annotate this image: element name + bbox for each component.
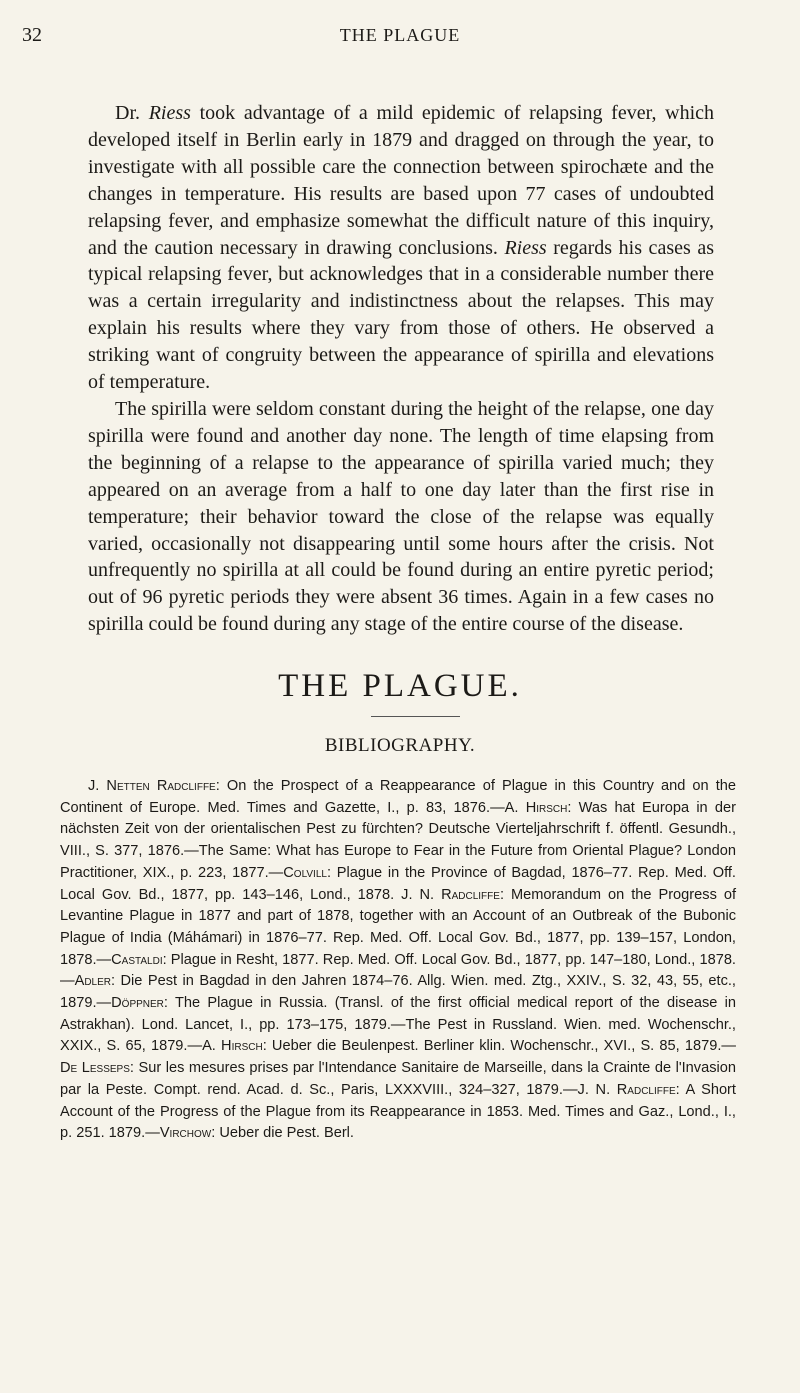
page-number: 32 [22,24,42,46]
citation-author: Virchow: [159,1125,216,1142]
section-title: THE PLAGUE. [278,668,522,704]
author-name: Riess [148,102,191,124]
bibliography-entry: J. N. Radcliffe: Memorandum on the Progress of Levantine Plague in 1877 and part of 1878, together with an Account of an Outbreak of the Bubonic Plague of India (Máhámari) in 1876–77. Rep. Med. Off. Local Gov. Bd., 1877, pp. 139–157, London, 1878.— [60,886,737,968]
running-head: THE PLAGUE [339,25,461,45]
bibliography-entry: Castaldi: Plague in Resht, 1877. Rep. Med. Off. Local Gov. Bd., 1877, pp. 147–180, Lond., 1878.— [60,951,736,990]
citation-author: J. Netten Radcliffe: [88,778,220,794]
citation-author: A. Hirsch: [504,799,572,816]
bibliography-heading: BIBLIOGRAPHY. [324,735,476,756]
citation-author: Döppner: [111,995,168,1012]
citation-author: De Lesseps: [60,1060,134,1077]
divider-rule [371,716,460,717]
body-text [88,100,714,638]
bibliography-entry: Döppner: The Plague in Russia. (Transl. of the first official medical report of the disease in Astrakhan). Lond. Lancet, I., pp. 173–175, 1879.—The Pest in Russland. Wien. med. Wochenschr., XXIX., S. 65, 1879.— [60,995,736,1055]
paragraph: Dr. Riess took advantage of a mild epidemic of relapsing fever, which developed itself in Berlin early in 1879 and dragged on through the year, to investigate with all possible care the connection between spirochæte and the changes in temperature. His results are based upon 77 cases of undoubted relapsing fever, and emphasize somewhat the difficult nature of this inquiry, and the caution necessary in drawing conclusions. Riess regards his cases as typical relapsing fever, but acknowledges that in a considerable number there was a certain irregularity and indistinctness about the relapses. This may explain his results where they vary from those of others. He observed a striking want of congruity between the appearance of spirilla and elevations of temperature. [88,102,715,394]
bibliography-entry: Colvill: Plague in the Province of Bagdad, 1876–77. Rep. Med. Off. Local Gov. Bd., 1877, pp. 143–146, Lond., 1878. [60,864,736,903]
bibliography-entry: Adler: Die Pest in Bagdad in den Jahren 1874–76. Allg. Wien. med. Ztg., XXIV., S. 32, 43, 55, etc., 1879.— [60,973,736,1012]
citation-author: J. N. Radcliffe: [401,886,505,903]
bibliography [60,776,736,1145]
page-header [22,24,778,54]
bibliography-entry: A. Hirsch: Ueber die Beulenpest. Berliner klin. Wochenschr., XVI., S. 85, 1879.— [202,1038,736,1055]
bibliography-entry: J. Netten Radcliffe: On the Prospect of a Reappearance of Plague in this Country and on the Continent of Europe. Med. Times and Gazette, I., p. 83, 1876.— [60,778,736,816]
citation-author: J. N. Radcliffe: [577,1081,680,1098]
bibliography-entry: Virchow: Ueber die Pest. Berl. [159,1125,354,1142]
bibliography-entry: A. Hirsch: Was hat Europa in der nächsten Zeit von der orientalischen Pest zu fürchten? Deutsche Vierteljahrschrift f. öffentl. Gesundh., VIII., S. 377, 1876.—The Same: What has Europe to Fear in the Future from Oriental Plague? London Practitioner, XIX., p. 223, 1877.— [60,799,736,881]
citation-author: A. Hirsch: [202,1038,267,1055]
citation-author: Castaldi: [111,951,167,968]
author-name: Riess [504,236,547,259]
bibliography-entry: De Lesseps: Sur les mesures prises par l'Intendance Sanitaire de Marseille, dans la Crainte de l'Invasion par la Peste. Compt. rend. Acad. d. Sc., Paris, LXXXVIII., 324–327, 1879.— [60,1060,736,1098]
citation-author: Adler: [74,973,116,990]
bibliography-entry: J. N. Radcliffe: A Short Account of the Progress of the Plague from its Reappearance in 1853. Med. Times and Gaz., Lond., I., p. 251. 1879.— [60,1081,736,1142]
paragraph: The spirilla were seldom constant during the height of the relapse, one day spirilla were found and another day none. The length of time elapsing from the beginning of a relapse to the appearance of spirilla varied much; they appeared on an average from a half to one day later than the first rise in temperature; their behavior toward the close of the relapse was equally varied, occasionally not disappearing until some hours after the crisis. Not unfrequently no spirilla at all could be found during an entire pyretic period; out of 96 pyretic periods they were absent 36 times. Again in a few cases no spirilla could be found during any stage of the entire course of the disease. [88,397,714,636]
citation-author: Colvill: [283,864,332,881]
